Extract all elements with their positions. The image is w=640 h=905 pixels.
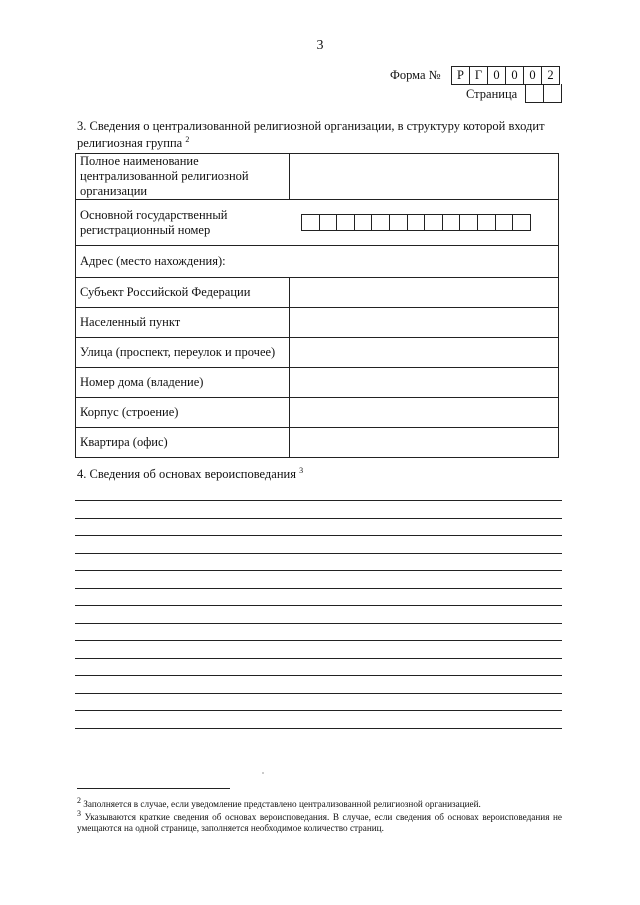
ogrn-cell[interactable] [302,215,320,231]
page-number-cells[interactable] [525,84,562,103]
writing-line[interactable] [75,588,562,589]
ogrn-cell[interactable] [372,215,390,231]
writing-line[interactable] [75,675,562,676]
building-label: Корпус (строение) [76,398,290,428]
central-org-table [75,153,559,458]
building-field[interactable] [290,398,559,428]
ogrn-row [76,200,559,246]
writing-line[interactable] [75,710,562,711]
writing-line[interactable] [75,693,562,694]
full-name-field[interactable] [290,154,559,200]
ogrn-cell[interactable] [337,215,355,231]
table-row [76,368,559,398]
house-field[interactable] [290,368,559,398]
house-label: Номер дома (владение) [76,368,290,398]
footnote-ref-2: 2 [185,135,190,144]
table-row [76,308,559,338]
footnote-text: Указываются краткие сведения об основах вероисповедания. В случае, если сведения об основах вероисповедания не умещаются на одной странице, заполняется необходимое количество страниц. [77,812,562,834]
footnote-ref-3: 3 [299,466,304,475]
ogrn-cell[interactable] [390,215,408,231]
writing-line[interactable] [75,623,562,624]
section-3-title [77,119,567,150]
scan-speck [262,772,264,774]
footnote-text: Заполняется в случае, если уведомление представлено централизованной религиозной организацией. [83,799,481,810]
footnote-mark: 2 [77,796,81,805]
table-row [76,428,559,458]
page-number-cell[interactable] [544,84,562,103]
writing-line[interactable] [75,640,562,641]
table-row [76,154,559,200]
ogrn-cell[interactable] [320,215,338,231]
form-code-cell: 0 [506,67,524,85]
form-code-cell: 0 [524,67,542,85]
ogrn-cell[interactable] [513,215,531,231]
ogrn-cells[interactable] [301,214,531,231]
writing-line[interactable] [75,728,562,729]
writing-line[interactable] [75,570,562,571]
ogrn-cell[interactable] [408,215,426,231]
writing-line[interactable] [75,500,562,501]
section-4-title-text: 4. Сведения об основах вероисповедания [77,467,296,482]
footnote-mark: 3 [77,809,81,818]
writing-line[interactable] [75,605,562,606]
street-label: Улица (проспект, переулок и прочее) [76,338,290,368]
ogrn-cell[interactable] [496,215,514,231]
apartment-field[interactable] [290,428,559,458]
form-code-cells [451,66,560,85]
table-row [76,338,559,368]
apartment-label: Квартира (офис) [76,428,290,458]
table-row [76,200,559,246]
writing-line[interactable] [75,553,562,554]
table-row [76,278,559,308]
ogrn-cell[interactable] [443,215,461,231]
ogrn-cell[interactable] [425,215,443,231]
page-number: 3 [316,38,324,53]
table-row [76,246,559,278]
writing-line[interactable] [75,535,562,536]
page-number-cell[interactable] [526,84,544,103]
page-label: Страница [466,87,518,101]
section-3-title-text: 3. Сведения о централизованной религиозной организации, в структуру которой входит религиозная группа [77,119,545,151]
form-code-cell: Г [470,67,488,85]
writing-line[interactable] [75,658,562,659]
footnote-separator [77,788,230,789]
ogrn-cell[interactable] [460,215,478,231]
ogrn-cell[interactable] [478,215,496,231]
table-row [76,398,559,428]
writing-line[interactable] [75,518,562,519]
section-4-title [77,466,303,482]
street-field[interactable] [290,338,559,368]
locality-field[interactable] [290,308,559,338]
locality-label: Населенный пункт [76,308,290,338]
address-header: Адрес (место нахождения): [76,246,559,278]
form-code-cell: 0 [488,67,506,85]
footnote-3 [77,808,562,834]
form-number-label: Форма № [390,68,441,82]
form-code-cell: 2 [542,67,560,85]
subject-label: Субъект Российской Федерации [76,278,290,308]
subject-field[interactable] [290,278,559,308]
ogrn-cell[interactable] [355,215,373,231]
full-name-label: Полное наименование централизованной религиозной организации [76,154,290,200]
form-code-cell: Р [452,67,470,85]
ogrn-label: Основной государственный регистрационный номер [80,207,228,237]
